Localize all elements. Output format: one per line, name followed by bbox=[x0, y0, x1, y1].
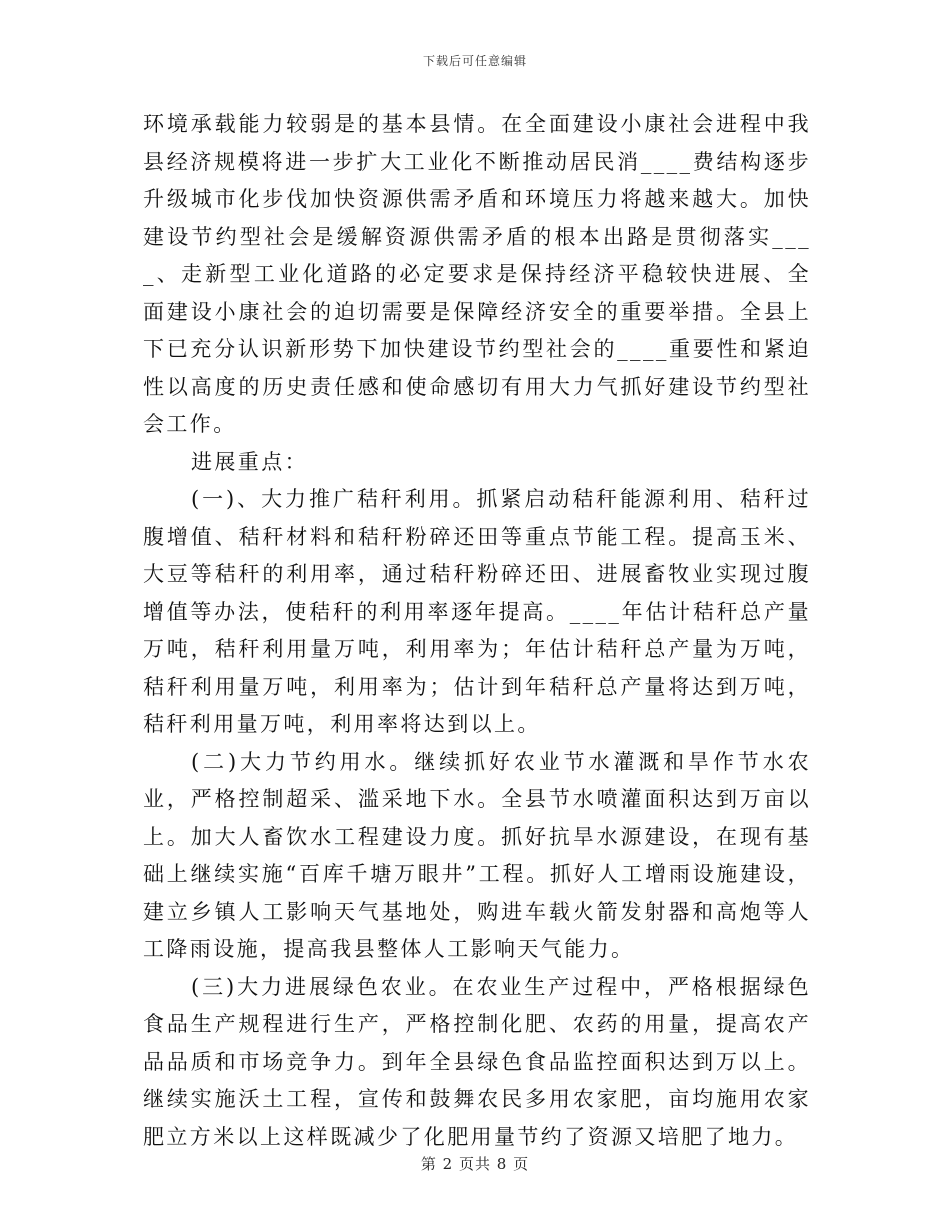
paragraph-straw-utilization: (一)、大力推广秸秆利用。抓紧启动秸秆能源利用、秸秆过腹增值、秸秆材料和秸秆粉碎还田等重点节能工程。提高玉米、大豆等秸秆的利用率，通过秸秆粉碎还田、进展畜牧业实现过腹增值等办法，使秸秆的利用率逐年提高。____年估计秸秆总产量万吨，秸秆利用量万吨，利用率为；年估计秸秆总产量为万吨，秸秆利用量万吨，利用率为；估计到年秸秆总产量将达到万吨，秸秆利用量万吨，利用率将达到以上。 bbox=[143, 487, 811, 736]
section-heading-key-points: 进展重点： bbox=[191, 449, 308, 474]
paragraph-water-saving: (二)大力节约用水。继续抓好农业节水灌溉和旱作节水农业，严格控制超采、滥采地下水。全县节水喷灌面积达到万亩以上。加大人畜饮水工程建设力度。抓好抗旱水源建设，在现有基础上继续实施“百库千塘万眼井”工程。抓好人工增雨设施建设，建立乡镇人工影响天气基地处，购进车载火箭发射器和高炮等人工降雨设施，提高我县整体人工影响天气能力。 bbox=[143, 749, 811, 961]
paragraph-green-agriculture: (三)大力进展绿色农业。在农业生产过程中，严格根据绿色食品生产规程进行生产，严格控制化肥、农药的用量，提高农产品品质和市场竞争力。到年全县绿色食品监控面积达到万以上。继续实施沃土工程，宣传和鼓舞农民多用农家肥，亩均施用农家肥立方米以上这样既减少了化肥用量节约了资源又培肥了地力。 bbox=[143, 974, 811, 1149]
page-number-footer: 第 2 页共 8 页 bbox=[420, 1155, 530, 1173]
page-header: 下载后可任意编辑 bbox=[422, 54, 527, 68]
document-body bbox=[143, 106, 811, 1156]
paragraph-intro-continuation: 环境承载能力较弱是的基本县情。在全面建设小康社会进程中我县经济规模将进一步扩大工业化不断推动居民消____费结构逐步升级城市化步伐加快资源供需矛盾和环境压力将越来越大。加快建设节约型社会是缓解资源供需矛盾的根本出路是贯彻落实____、走新型工业化道路的必定要求是保持经济平稳较快进展、全面建设小康社会的迫切需要是保障经济安全的重要举措。全县上下已充分认识新形势下加快建设节约型社会的____重要性和紧迫性以高度的历史责任感和使命感切有用大力气抓好建设节约型社会工作。 bbox=[143, 112, 811, 436]
